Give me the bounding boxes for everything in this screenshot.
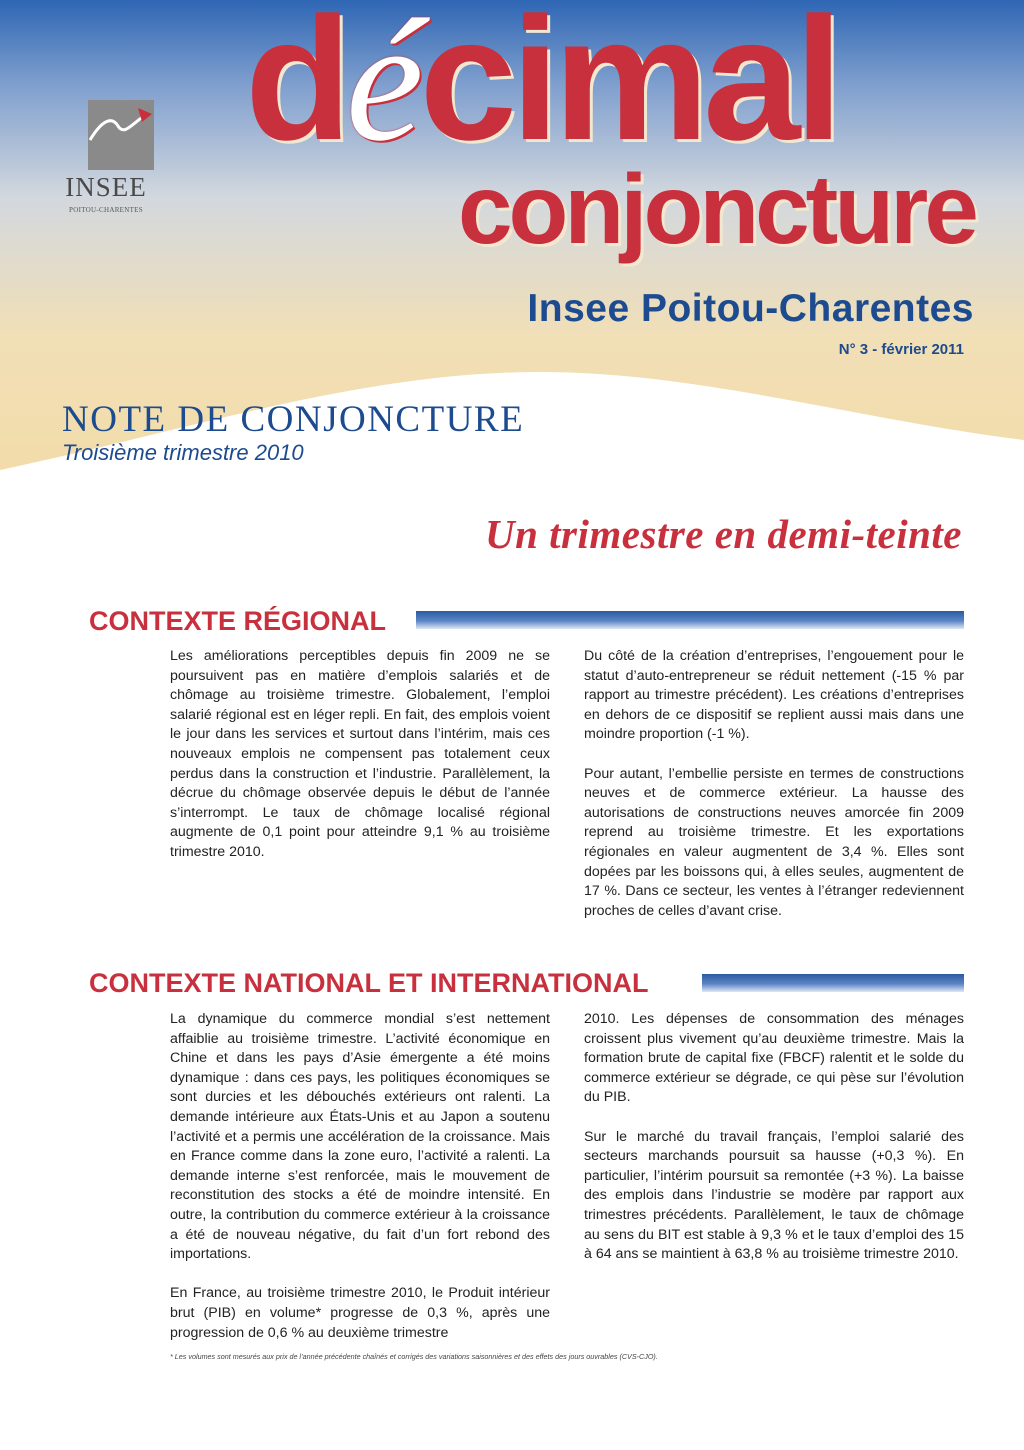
note-subtitle: Troisième trimestre 2010 (62, 440, 304, 465)
brand-conjoncture: conjoncture (458, 154, 975, 264)
org-title: Insee Poitou-Charentes (527, 287, 974, 330)
insee-logo-subtext: POITOU-CHARENTES (69, 206, 143, 214)
paragraph: La dynamique du commerce mondial s’est nettement affaiblie au troisième trimestre. L’activité économique en Chine et dans les pays d’Asie émergente a été moins dynamique : dans ces pays, les politiques économiques se sont durcies et les débouchés extérieurs ont ralenti. La demande intérieure aux États-Unis et au Japon a soutenu l’activité et a permis une accélération de la croissance. Mais en France comme dans la zone euro, l’activité a ralenti. La demande interne s’est renforcée, mais le mouvement de reconstitution des stocks a été de moindre intensité. En outre, la contribution du commerce extérieur à la croissance a été de nouveau négative, du fait d’un fort rebond des importations. (170, 1011, 550, 1263)
section-heading-regional: CONTEXTE RÉGIONAL (89, 606, 387, 636)
national-column-right (584, 1010, 964, 1265)
section-bar-national (702, 974, 964, 992)
insee-logo-icon (88, 100, 154, 170)
national-column-left (170, 1010, 550, 1343)
paragraph: En France, au troisième trimestre 2010, le Produit intérieur brut (PIB) en volume* progresse de 0,3 %, après une progression de 0,6 % au deuxième trimestre (170, 1285, 550, 1341)
paragraph: 2010. Les dépenses de consommation des ménages croissent plus vivement qu’au deuxième trimestre. Mais la formation brute de capital fixe (FBCF) ralentit et le solde du commerce extérieur se dégrade, ce qui pèse sur l’évolution du PIB. (584, 1011, 964, 1106)
brand-decimal-part2: cimal (419, 0, 838, 177)
regional-column-left (170, 647, 550, 863)
paragraph: Du côté de la création d’entreprises, l’engouement pour le statut d’auto-entrepreneur se réduit nettement (-15 % par rapport au trimestre précédent). Les créations d’entreprises en dehors de ce dispositif se replient aussi mais dans une moindre proportion (-1 %). (584, 648, 964, 743)
paragraph: Les améliorations perceptibles depuis fin 2009 ne se poursuivent pas en matière d’emplois salariés et de chômage au troisième trimestre. Globalement, l’emploi salarié régional est en léger repli. En fait, des emplois voient le jour dans les services et surtout dans l’intérim, mais ces nouveaux emplois ne compensent pas totalement ceux perdus dans la construction et l’industrie. Parallèlement, la décrue du chômage observée depuis le début de l’année s’interrompt. Le taux de chômage localisé régional augmente de 0,1 point pour atteindre 9,1 % au troisième trimestre 2010. (170, 648, 550, 860)
section-bar-regional (416, 611, 964, 629)
issue-number: N° 3 - février 2011 (838, 341, 964, 358)
headline: Un trimestre en demi-teinte (485, 511, 962, 557)
regional-column-right (584, 647, 964, 921)
insee-logo (88, 100, 154, 170)
section-heading-national: CONTEXTE NATIONAL ET INTERNATIONAL (89, 968, 649, 998)
note-title: NOTE DE CONJONCTURE (62, 399, 525, 440)
paragraph: Sur le marché du travail français, l’emploi salarié des secteurs marchands poursuit sa hausse (+0,3 %). En particulier, l’intérim poursuit sa remontée (+3 %). La baisse des emplois dans l’industrie se modère par rapport aux trimestres précédents. Parallèlement, le taux de chômage au sens du BIT est stable à 9,3 % et le taux d’emploi des 15 à 64 ans se maintient à 63,8 % au troisième trimestre 2010. (584, 1128, 964, 1263)
brand-decimal-accent: é (345, 0, 420, 177)
brand-decimal (245, 0, 838, 177)
brand-decimal-part1: d (245, 0, 346, 177)
paragraph: Pour autant, l’embellie persiste en termes de constructions neuves et de commerce extérieur. La hausse des autorisations de constructions neuves amorcée fin 2009 reprend au troisième trimestre. Et les exportations régionales en valeur augmentent de 3,4 %. Elles sont dopées par les boissons qui, à elles seules, augmentent de 17 %. Dans ce secteur, les ventes à l’étranger redeviennent proches de celles d’avant crise. (584, 765, 964, 919)
insee-logo-text: INSEE (65, 172, 147, 202)
footnote: * Les volumes sont mesurés aux prix de l’année précédente chaînés et corrigés des variations saisonnières et des effets des jours ouvrables (CVS-CJO). (170, 1352, 658, 1361)
